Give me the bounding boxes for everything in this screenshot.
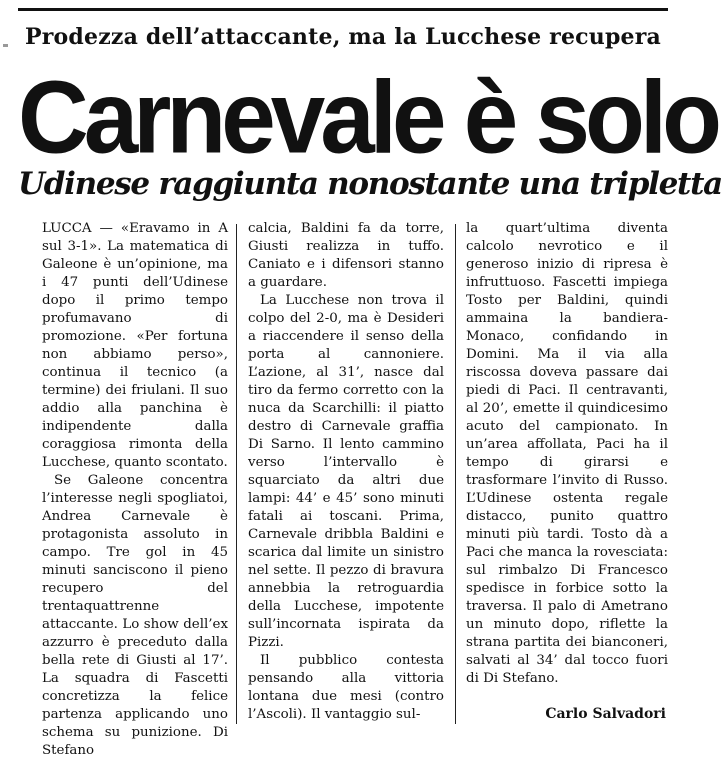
byline: Carlo Salvadori	[545, 706, 666, 722]
kicker: Prodezza dell’attaccante, ma la Lucchese recupera	[25, 24, 661, 50]
column-1	[42, 220, 228, 758]
headline: Carnevale è solo	[18, 59, 717, 175]
paragraph: Se Galeone concentra l’interesse negli spogliatoi, Andrea Carnevale è protagonista assoluto in campo. Tre gol in 45 minuti sanciscono il pieno recupero del trentaquattrenne attaccante. Lo show dell’ex azzurro è preceduto dalla bella rete di Giusti al 17’. La squadra di Fascetti concretizza la felice partenza applicando uno schema su punizione. Di Stefano	[42, 473, 228, 758]
column-divider	[455, 224, 456, 724]
paragraph: La Lucchese non trova il colpo del 2-0, ma è Desideri a riaccendere il senso della porta al cannoniere. L’azione, al 31’, nasce dal tiro da fermo corretto con la nuca da Scarchilli: il piatto destro di Carnevale graffia Di Sarno. Il lento cammino verso l’intervallo è squarciato da altri due lampi: 44’ e 45’ sono minuti fatali ai toscani. Prima, Carnevale dribbla Baldini e scarica dal limite un sinistro nel sette. Il pezzo di bravura annebbia la retroguardia della Lucchese, impotente sull’incornata ispirata da Pizzi.	[248, 293, 444, 650]
paragraph: LUCCA — «Eravamo in A sul 3-1». La matematica di Galeone è un’opinione, ma i 47 punti dell’Udinese dopo il primo tempo profumavano di promozione. «Per fortuna non abbiamo perso», continua il tecnico (a termine) dei friulani. Il suo addio alla panchina è indipendente dalla coraggiosa rimonta della Lucchese, quanto scontato.	[42, 221, 228, 470]
paragraph: la quart’ultima diventa calcolo nevrotico e il generoso inizio di ripresa è infruttuoso. Fascetti impiega Tosto per Baldini, quindi ammaina la bandiera-Monaco, confidando in Domini. Ma il via alla riscossa doveva passare dai piedi di Paci. Il centravanti, al 20’, emette il quindicesimo acuto del campionato. In un’area affollata, Paci ha il tempo di girarsi e trasformare l’invito di Russo. L’Udinese ostenta regale distacco, punito quattro minuti più tardi. Tosto dà a Paci che manca la rovesciata: sul rimbalzo Di Francesco spedisce in forbice sotto la traversa. Il palo di Ametrano un minuto dopo, riflette la strana partita dei bianconeri, salvati al 34’ dal tocco fuori di Di Stefano.	[466, 221, 668, 686]
column-2	[248, 220, 444, 726]
top-rule	[18, 8, 668, 11]
paragraph: Il pubblico contesta pensando alla vittoria lontana due mesi (contro l’Ascoli). Il vantaggio sul-	[248, 653, 444, 722]
margin-mark	[3, 44, 8, 47]
paragraph: calcia, Baldini fa da torre, Giusti realizza in tuffo. Caniato e i difensori stanno a guardare.	[248, 221, 444, 290]
column-divider	[236, 224, 237, 724]
subhead: Udinese raggiunta nonostante una tripletta	[18, 166, 722, 202]
column-3	[466, 220, 668, 726]
